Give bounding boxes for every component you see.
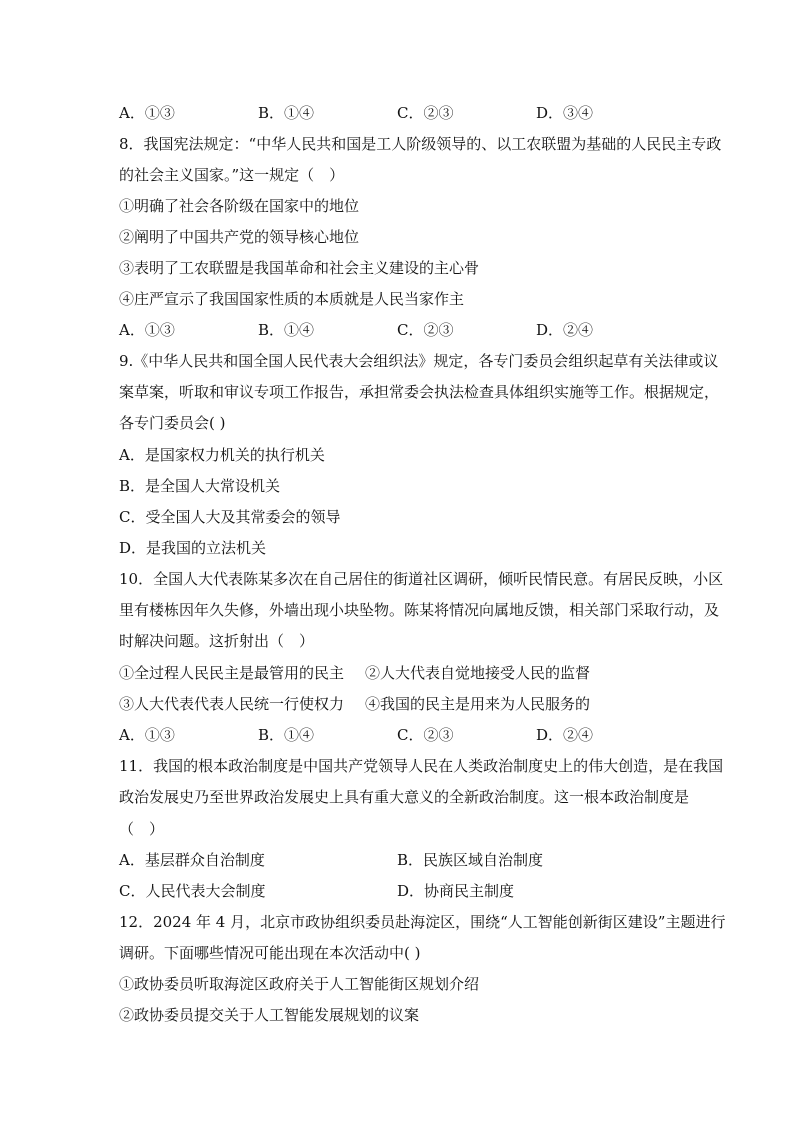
q11-options-row-2: [119, 880, 679, 902]
q11-option-b: B．民族区域自治制度: [397, 851, 544, 869]
q8-item-2: ②阐明了中国共产党的领导核心地位: [119, 228, 360, 246]
q10-items-row-1: [119, 662, 679, 684]
q10-item-1: ①全过程人民民主是最管用的民主: [119, 664, 345, 682]
q7-option-b: B．①④: [258, 104, 315, 122]
q9-stem-line-1: 9.《中华人民共和国全国人民代表大会组织法》规定，各专门委员会组织起草有关法律或议: [119, 352, 719, 370]
q10-options: [119, 724, 679, 746]
q7-option-a: A．①③: [119, 104, 175, 122]
q10-item-4: ④我国的民主是用来为人民服务的: [365, 695, 591, 713]
q11-stem-line-3: （ ）: [119, 820, 165, 838]
q7-options: [119, 102, 679, 124]
q8-stem-line-1: 8．我国宪法规定：“中华人民共和国是工人阶级领导的、以工农联盟为基础的人民民主专政: [119, 135, 722, 153]
q10-stem-line-2: 里有楼栋因年久失修，外墙出现小块坠物。陈某将情况向属地反馈，相关部门采取行动，及: [119, 601, 720, 619]
q8-option-c: C．②③: [397, 321, 454, 339]
q10-option-a: A．①③: [119, 726, 175, 744]
q9-option-c: C．受全国人大及其常委会的领导: [119, 508, 341, 526]
q9-option-d: D．是我国的立法机关: [119, 539, 267, 557]
q12-item-1: ①政协委员听取海淀区政府关于人工智能街区规划介绍: [119, 975, 480, 993]
q9-stem-line-3: 各专门委员会( ): [119, 414, 226, 432]
q7-option-c: C．②③: [397, 104, 454, 122]
q8-option-b: B．①④: [258, 321, 315, 339]
q11-stem-line-2: 政治发展史乃至世界政治发展史上具有重大意义的全新政治制度。这一根本政治制度是: [119, 788, 690, 806]
q10-option-b: B．①④: [258, 726, 315, 744]
q10-item-2: ②人大代表自觉地接受人民的监督: [365, 664, 591, 682]
q11-options-row-1: [119, 849, 679, 871]
q9-option-a: A．是国家权力机关的执行机关: [119, 446, 325, 464]
q10-stem-line-1: 10．全国人大代表陈某多次在自己居住的街道社区调研，倾听民情民意。有居民反映，小区: [119, 570, 724, 588]
q8-item-4: ④庄严宣示了我国国家性质的本质就是人民当家作主: [119, 290, 465, 308]
q8-option-a: A．①③: [119, 321, 175, 339]
q10-item-3: ③人大代表代表人民统一行使权力: [119, 695, 345, 713]
q8-item-1: ①明确了社会各阶级在国家中的地位: [119, 197, 360, 215]
q12-stem-line-1: 12．2024 年 4 月，北京市政协组织委员赴海淀区，围绕“人工智能创新街区建设”主题进行: [119, 913, 726, 931]
q12-item-2: ②政协委员提交关于人工智能发展规划的议案: [119, 1006, 420, 1024]
q12-stem-line-2: 调研。下面哪些情况可能出现在本次活动中( ): [119, 944, 421, 962]
q11-option-d: D．协商民主制度: [397, 882, 515, 900]
q8-options: [119, 319, 679, 341]
q10-items-row-2: [119, 693, 679, 715]
q11-stem-line-1: 11．我国的根本政治制度是中国共产党领导人民在人类政治制度史上的伟大创造，是在我国: [119, 757, 724, 775]
q11-option-c: C．人民代表大会制度: [119, 882, 266, 900]
q10-option-d: D．②④: [536, 726, 594, 744]
q8-option-d: D．②④: [536, 321, 594, 339]
q10-option-c: C．②③: [397, 726, 454, 744]
q8-item-3: ③表明了工农联盟是我国革命和社会主义建设的主心骨: [119, 259, 480, 277]
q9-stem-line-2: 案草案，听取和审议专项工作报告，承担常委会执法检查具体组织实施等工作。根据规定，: [119, 383, 720, 401]
q10-stem-line-3: 时解决问题。这折射出（ ）: [119, 632, 315, 650]
q8-stem-line-2: 的社会主义国家。”这一规定（ ）: [119, 166, 345, 184]
q9-option-b: B．是全国人大常设机关: [119, 477, 281, 495]
q7-option-d: D．③④: [536, 104, 594, 122]
q11-option-a: A．基层群众自治制度: [119, 851, 265, 869]
